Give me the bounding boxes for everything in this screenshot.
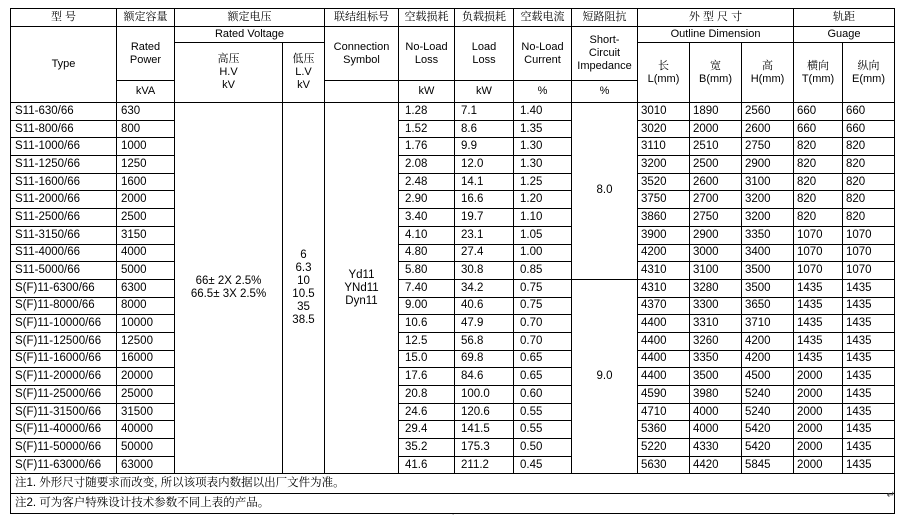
cell-transverse: 2000 — [794, 368, 843, 386]
cell-type: S(F)11-8000/66 — [11, 297, 117, 315]
cell-power: 25000 — [117, 386, 175, 404]
unit-power: kVA — [117, 81, 175, 103]
cell-width: 3300 — [690, 297, 742, 315]
cell-length: 3750 — [638, 191, 690, 209]
cell-length: 5220 — [638, 439, 690, 457]
header-cn-gauge: 轨距 — [794, 9, 895, 27]
cell-noload-loss: 41.6 — [399, 456, 455, 474]
header-gauge: Guage — [794, 27, 895, 43]
cell-length: 4310 — [638, 262, 690, 280]
cell-load-loss: 47.9 — [455, 315, 514, 333]
cell-height: 3710 — [742, 315, 794, 333]
cell-power: 5000 — [117, 262, 175, 280]
cell-load-loss: 16.6 — [455, 191, 514, 209]
lv-unit: kV — [297, 79, 310, 91]
cell-impedance: 8.0 — [572, 103, 638, 280]
cell-transverse: 1070 — [794, 226, 843, 244]
cell-height: 2900 — [742, 156, 794, 174]
table-row — [11, 262, 895, 280]
cell-power: 1000 — [117, 138, 175, 156]
cell-width: 3280 — [690, 279, 742, 297]
cell-height: 5420 — [742, 421, 794, 439]
unit-noload: kW — [399, 81, 455, 103]
unit-current: % — [514, 81, 572, 103]
cell-length: 5630 — [638, 456, 690, 474]
header-outline-dimension: Outline Dimension — [638, 27, 794, 43]
cell-width: 1890 — [690, 103, 742, 121]
cell-noload-loss: 24.6 — [399, 403, 455, 421]
cell-load-loss: 8.6 — [455, 120, 514, 138]
hv-label: H.V — [219, 66, 238, 78]
cell-height: 3350 — [742, 226, 794, 244]
cell-length: 3010 — [638, 103, 690, 121]
cell-width: 2900 — [690, 226, 742, 244]
cell-noload-current: 1.10 — [514, 209, 572, 227]
cell-noload-loss: 35.2 — [399, 439, 455, 457]
cell-noload-current: 1.05 — [514, 226, 572, 244]
cell-noload-loss: 10.6 — [399, 315, 455, 333]
cell-length: 5360 — [638, 421, 690, 439]
cell-height: 3400 — [742, 244, 794, 262]
cell-length: 4200 — [638, 244, 690, 262]
cell-longitudinal: 1070 — [843, 262, 895, 280]
cell-noload-loss: 4.80 — [399, 244, 455, 262]
cell-noload-current: 1.40 — [514, 103, 572, 121]
table-row — [11, 386, 895, 404]
cell-type: S(F)11-40000/66 — [11, 421, 117, 439]
cell-load-loss: 84.6 — [455, 368, 514, 386]
cell-power: 20000 — [117, 368, 175, 386]
hv-unit: kV — [222, 79, 235, 91]
cell-type: S11-630/66 — [11, 103, 117, 121]
cell-noload-current: 0.60 — [514, 386, 572, 404]
table-row — [11, 191, 895, 209]
cell-transverse: 2000 — [794, 439, 843, 457]
cell-height: 5240 — [742, 403, 794, 421]
cell-type: S(F)11-31500/66 — [11, 403, 117, 421]
cell-longitudinal: 1435 — [843, 456, 895, 474]
cell-type: S(F)11-25000/66 — [11, 386, 117, 404]
cell-type: S11-5000/66 — [11, 262, 117, 280]
table-row — [11, 421, 895, 439]
cell-length: 4400 — [638, 368, 690, 386]
cell-noload-loss: 15.0 — [399, 350, 455, 368]
cell-load-loss: 14.1 — [455, 173, 514, 191]
cell-noload-loss: 5.80 — [399, 262, 455, 280]
cell-height: 2560 — [742, 103, 794, 121]
cell-type: S11-1600/66 — [11, 173, 117, 191]
table-row — [11, 403, 895, 421]
cell-load-loss: 34.2 — [455, 279, 514, 297]
cell-length: 4310 — [638, 279, 690, 297]
table-row — [11, 138, 895, 156]
cell-noload-loss: 1.52 — [399, 120, 455, 138]
cell-power: 16000 — [117, 350, 175, 368]
cell-width: 2600 — [690, 173, 742, 191]
cell-length: 4370 — [638, 297, 690, 315]
header-cn-outline: 外 型 尺 寸 — [638, 9, 794, 27]
header-impedance: Short- Circuit Impedance — [572, 27, 638, 81]
cell-height: 5845 — [742, 456, 794, 474]
cell-noload-loss: 2.90 — [399, 191, 455, 209]
cell-noload-current: 1.25 — [514, 173, 572, 191]
header-hv — [175, 43, 283, 103]
cell-width: 3310 — [690, 315, 742, 333]
cell-noload-loss: 20.8 — [399, 386, 455, 404]
cell-type: S11-4000/66 — [11, 244, 117, 262]
cell-transverse: 820 — [794, 191, 843, 209]
cell-type: S(F)11-63000/66 — [11, 456, 117, 474]
cell-width: 4420 — [690, 456, 742, 474]
cell-transverse: 1435 — [794, 350, 843, 368]
table-row — [11, 297, 895, 315]
note-text: 注1. 外形尺寸随要求而改变, 所以该项表内数据以出厂文件为准。 — [11, 474, 895, 494]
table-row — [11, 173, 895, 191]
table-row — [11, 350, 895, 368]
cell-length: 3520 — [638, 173, 690, 191]
lv-label: L.V — [295, 66, 312, 78]
cell-longitudinal: 1435 — [843, 332, 895, 350]
cell-height: 3200 — [742, 209, 794, 227]
cell-length: 4710 — [638, 403, 690, 421]
table-row — [11, 103, 895, 121]
transformer-spec-table — [10, 8, 895, 514]
table-row — [11, 332, 895, 350]
cell-type: S(F)11-50000/66 — [11, 439, 117, 457]
cell-type: S(F)11-20000/66 — [11, 368, 117, 386]
cell-transverse: 1435 — [794, 332, 843, 350]
cell-length: 4400 — [638, 332, 690, 350]
cell-power: 50000 — [117, 439, 175, 457]
cell-noload-loss: 2.08 — [399, 156, 455, 174]
hv-cn-label: 高压 — [217, 53, 240, 65]
header-noload-loss: No-Load Loss — [399, 27, 455, 81]
cell-transverse: 2000 — [794, 403, 843, 421]
lv-value: 35 — [297, 301, 310, 314]
cell-noload-current: 0.45 — [514, 456, 572, 474]
cell-height: 4500 — [742, 368, 794, 386]
header-cn-model: 型 号 — [11, 9, 117, 27]
cell-impedance: 9.0 — [572, 279, 638, 474]
note-row — [11, 474, 895, 494]
cell-type: S11-3150/66 — [11, 226, 117, 244]
note-text: 注2. 可为客户特殊设计技术参数不同上表的产品。 — [11, 494, 895, 514]
cell-height: 5420 — [742, 439, 794, 457]
header-type: Type — [11, 27, 117, 103]
cell-transverse: 820 — [794, 209, 843, 227]
header-transverse: 横向 T(mm) — [794, 43, 843, 103]
cell-power: 6300 — [117, 279, 175, 297]
cell-load-loss: 141.5 — [455, 421, 514, 439]
cell-load-loss: 211.2 — [455, 456, 514, 474]
cell-connection-symbol — [325, 103, 399, 474]
cell-load-loss: 30.8 — [455, 262, 514, 280]
cell-type: S11-800/66 — [11, 120, 117, 138]
cell-width: 3350 — [690, 350, 742, 368]
cell-transverse: 1070 — [794, 262, 843, 280]
cell-power: 31500 — [117, 403, 175, 421]
cell-height: 3650 — [742, 297, 794, 315]
header-cn-connection: 联结组标号 — [325, 9, 399, 27]
cell-noload-loss: 4.10 — [399, 226, 455, 244]
cell-longitudinal: 1435 — [843, 403, 895, 421]
cell-noload-current: 1.00 — [514, 244, 572, 262]
cell-load-loss: 27.4 — [455, 244, 514, 262]
header-cn-voltage: 额定电压 — [175, 9, 325, 27]
lv-value: 10 — [297, 275, 310, 288]
table-row — [11, 209, 895, 227]
cell-power: 8000 — [117, 297, 175, 315]
cell-noload-loss: 12.5 — [399, 332, 455, 350]
cell-width: 2510 — [690, 138, 742, 156]
cell-power: 2000 — [117, 191, 175, 209]
cell-transverse: 2000 — [794, 386, 843, 404]
cell-noload-loss: 1.76 — [399, 138, 455, 156]
cell-longitudinal: 820 — [843, 209, 895, 227]
cell-length: 3860 — [638, 209, 690, 227]
cell-power: 40000 — [117, 421, 175, 439]
cell-height: 3100 — [742, 173, 794, 191]
cell-noload-loss: 3.40 — [399, 209, 455, 227]
header-rated-voltage: Rated Voltage — [175, 27, 325, 43]
cell-noload-current: 0.50 — [514, 439, 572, 457]
table-row — [11, 156, 895, 174]
cell-longitudinal: 1435 — [843, 315, 895, 333]
connection-value: YNd11 — [344, 281, 379, 294]
cell-longitudinal: 1435 — [843, 350, 895, 368]
cell-noload-loss: 1.28 — [399, 103, 455, 121]
cell-longitudinal: 1070 — [843, 244, 895, 262]
cell-load-loss: 175.3 — [455, 439, 514, 457]
cell-noload-current: 0.75 — [514, 279, 572, 297]
cell-noload-current: 0.65 — [514, 350, 572, 368]
cell-longitudinal: 1435 — [843, 386, 895, 404]
cell-noload-loss: 2.48 — [399, 173, 455, 191]
cell-length: 4590 — [638, 386, 690, 404]
hv-value: 66.5± 3X 2.5% — [190, 288, 267, 301]
table-row — [11, 456, 895, 474]
header-lv — [283, 43, 325, 103]
cell-type: S(F)11-16000/66 — [11, 350, 117, 368]
cell-transverse: 1435 — [794, 279, 843, 297]
cell-longitudinal: 820 — [843, 138, 895, 156]
cell-height: 3500 — [742, 262, 794, 280]
header-rated-power: Rated Power — [117, 27, 175, 81]
cell-load-loss: 120.6 — [455, 403, 514, 421]
header-longitudinal: 纵向 E(mm) — [843, 43, 895, 103]
cell-power: 800 — [117, 120, 175, 138]
cell-noload-current: 0.70 — [514, 315, 572, 333]
unit-impedance: % — [572, 81, 638, 103]
cell-height: 3500 — [742, 279, 794, 297]
table-row — [11, 244, 895, 262]
table-row — [11, 120, 895, 138]
header-cn-power: 额定容量 — [117, 9, 175, 27]
cell-width: 2700 — [690, 191, 742, 209]
cell-width: 4330 — [690, 439, 742, 457]
cell-height: 5240 — [742, 386, 794, 404]
cell-type: S11-2500/66 — [11, 209, 117, 227]
cell-power: 1250 — [117, 156, 175, 174]
lv-value: 6 — [300, 249, 307, 262]
cell-width: 3980 — [690, 386, 742, 404]
cell-noload-current: 1.30 — [514, 138, 572, 156]
cell-transverse: 2000 — [794, 421, 843, 439]
page-dot: . — [452, 508, 455, 517]
lv-value: 6.3 — [295, 262, 312, 275]
cell-power: 3150 — [117, 226, 175, 244]
cell-noload-current: 1.20 — [514, 191, 572, 209]
cell-longitudinal: 1435 — [843, 297, 895, 315]
header-cn-noload: 空载损耗 — [399, 9, 455, 27]
cell-noload-loss: 29.4 — [399, 421, 455, 439]
connection-value: Yd11 — [348, 268, 375, 281]
header-height: 高 H(mm) — [742, 43, 794, 103]
cell-load-loss: 19.7 — [455, 209, 514, 227]
cell-width: 2000 — [690, 120, 742, 138]
cell-power: 12500 — [117, 332, 175, 350]
cell-transverse: 820 — [794, 173, 843, 191]
cell-transverse: 820 — [794, 156, 843, 174]
cell-noload-current: 0.85 — [514, 262, 572, 280]
header-connection-symbol: Connection Symbol — [325, 27, 399, 81]
table-row — [11, 226, 895, 244]
cell-height: 2600 — [742, 120, 794, 138]
cell-load-loss: 40.6 — [455, 297, 514, 315]
unit-load: kW — [455, 81, 514, 103]
cell-transverse: 660 — [794, 120, 843, 138]
header-cn-load: 负载损耗 — [455, 9, 514, 27]
cell-load-loss: 9.9 — [455, 138, 514, 156]
cell-type: S(F)11-10000/66 — [11, 315, 117, 333]
cell-width: 4000 — [690, 421, 742, 439]
cell-length: 4400 — [638, 315, 690, 333]
cell-height: 4200 — [742, 350, 794, 368]
cell-longitudinal: 1435 — [843, 368, 895, 386]
connection-value: Dyn11 — [345, 294, 378, 307]
cell-longitudinal: 1435 — [843, 439, 895, 457]
unit-connection — [325, 81, 399, 103]
cell-power: 1600 — [117, 173, 175, 191]
cell-transverse: 1070 — [794, 244, 843, 262]
cell-width: 2500 — [690, 156, 742, 174]
header-width: 宽 B(mm) — [690, 43, 742, 103]
header-load-loss: Load Loss — [455, 27, 514, 81]
cell-load-loss: 56.8 — [455, 332, 514, 350]
cell-width: 3260 — [690, 332, 742, 350]
cell-noload-loss: 9.00 — [399, 297, 455, 315]
cell-load-loss: 7.1 — [455, 103, 514, 121]
cell-length: 3200 — [638, 156, 690, 174]
cell-height: 3200 — [742, 191, 794, 209]
cell-length: 4400 — [638, 350, 690, 368]
cell-longitudinal: 1070 — [843, 226, 895, 244]
cell-lv-range — [283, 103, 325, 474]
cell-transverse: 820 — [794, 138, 843, 156]
cell-longitudinal: 820 — [843, 191, 895, 209]
cell-noload-current: 1.30 — [514, 156, 572, 174]
cell-hv-range — [175, 103, 283, 474]
header-cn-current: 空载电流 — [514, 9, 572, 27]
cell-power: 2500 — [117, 209, 175, 227]
cell-longitudinal: 660 — [843, 120, 895, 138]
cell-noload-loss: 7.40 — [399, 279, 455, 297]
cell-width: 2750 — [690, 209, 742, 227]
cell-width: 3100 — [690, 262, 742, 280]
cell-load-loss: 69.8 — [455, 350, 514, 368]
cell-length: 3110 — [638, 138, 690, 156]
cell-type: S11-1000/66 — [11, 138, 117, 156]
cell-type: S11-1250/66 — [11, 156, 117, 174]
cell-type: S(F)11-12500/66 — [11, 332, 117, 350]
cell-longitudinal: 820 — [843, 173, 895, 191]
table-row — [11, 315, 895, 333]
cell-longitudinal: 1435 — [843, 279, 895, 297]
hv-value: 66± 2X 2.5% — [195, 275, 262, 288]
table-row — [11, 368, 895, 386]
cell-longitudinal: 660 — [843, 103, 895, 121]
cell-length: 3900 — [638, 226, 690, 244]
cell-type: S11-2000/66 — [11, 191, 117, 209]
cell-load-loss: 23.1 — [455, 226, 514, 244]
cell-width: 3000 — [690, 244, 742, 262]
cell-noload-current: 0.75 — [514, 297, 572, 315]
lv-value: 10.5 — [292, 288, 315, 301]
cell-noload-current: 0.55 — [514, 421, 572, 439]
cell-power: 10000 — [117, 315, 175, 333]
cell-height: 2750 — [742, 138, 794, 156]
cell-noload-current: 0.70 — [514, 332, 572, 350]
table-row — [11, 279, 895, 297]
table-row — [11, 439, 895, 457]
cell-transverse: 1435 — [794, 297, 843, 315]
cell-noload-current: 0.55 — [514, 403, 572, 421]
header-cn-impedance: 短路阻抗 — [572, 9, 638, 27]
cell-longitudinal: 1435 — [843, 421, 895, 439]
lv-value: 38.5 — [292, 314, 315, 327]
cell-noload-loss: 17.6 — [399, 368, 455, 386]
cell-power: 630 — [117, 103, 175, 121]
cell-power: 63000 — [117, 456, 175, 474]
paragraph-mark: ↵ — [886, 490, 895, 501]
cell-width: 3500 — [690, 368, 742, 386]
cell-noload-current: 1.35 — [514, 120, 572, 138]
cell-length: 3020 — [638, 120, 690, 138]
cell-noload-current: 0.65 — [514, 368, 572, 386]
cell-longitudinal: 820 — [843, 156, 895, 174]
cell-power: 4000 — [117, 244, 175, 262]
cell-transverse: 660 — [794, 103, 843, 121]
header-length: 长 L(mm) — [638, 43, 690, 103]
header-noload-current: No-Load Current — [514, 27, 572, 81]
cell-height: 4200 — [742, 332, 794, 350]
cell-transverse: 1435 — [794, 315, 843, 333]
cell-type: S(F)11-6300/66 — [11, 279, 117, 297]
cell-load-loss: 12.0 — [455, 156, 514, 174]
lv-cn-label: 低压 — [292, 53, 315, 65]
cell-transverse: 2000 — [794, 456, 843, 474]
cell-load-loss: 100.0 — [455, 386, 514, 404]
cell-width: 4000 — [690, 403, 742, 421]
